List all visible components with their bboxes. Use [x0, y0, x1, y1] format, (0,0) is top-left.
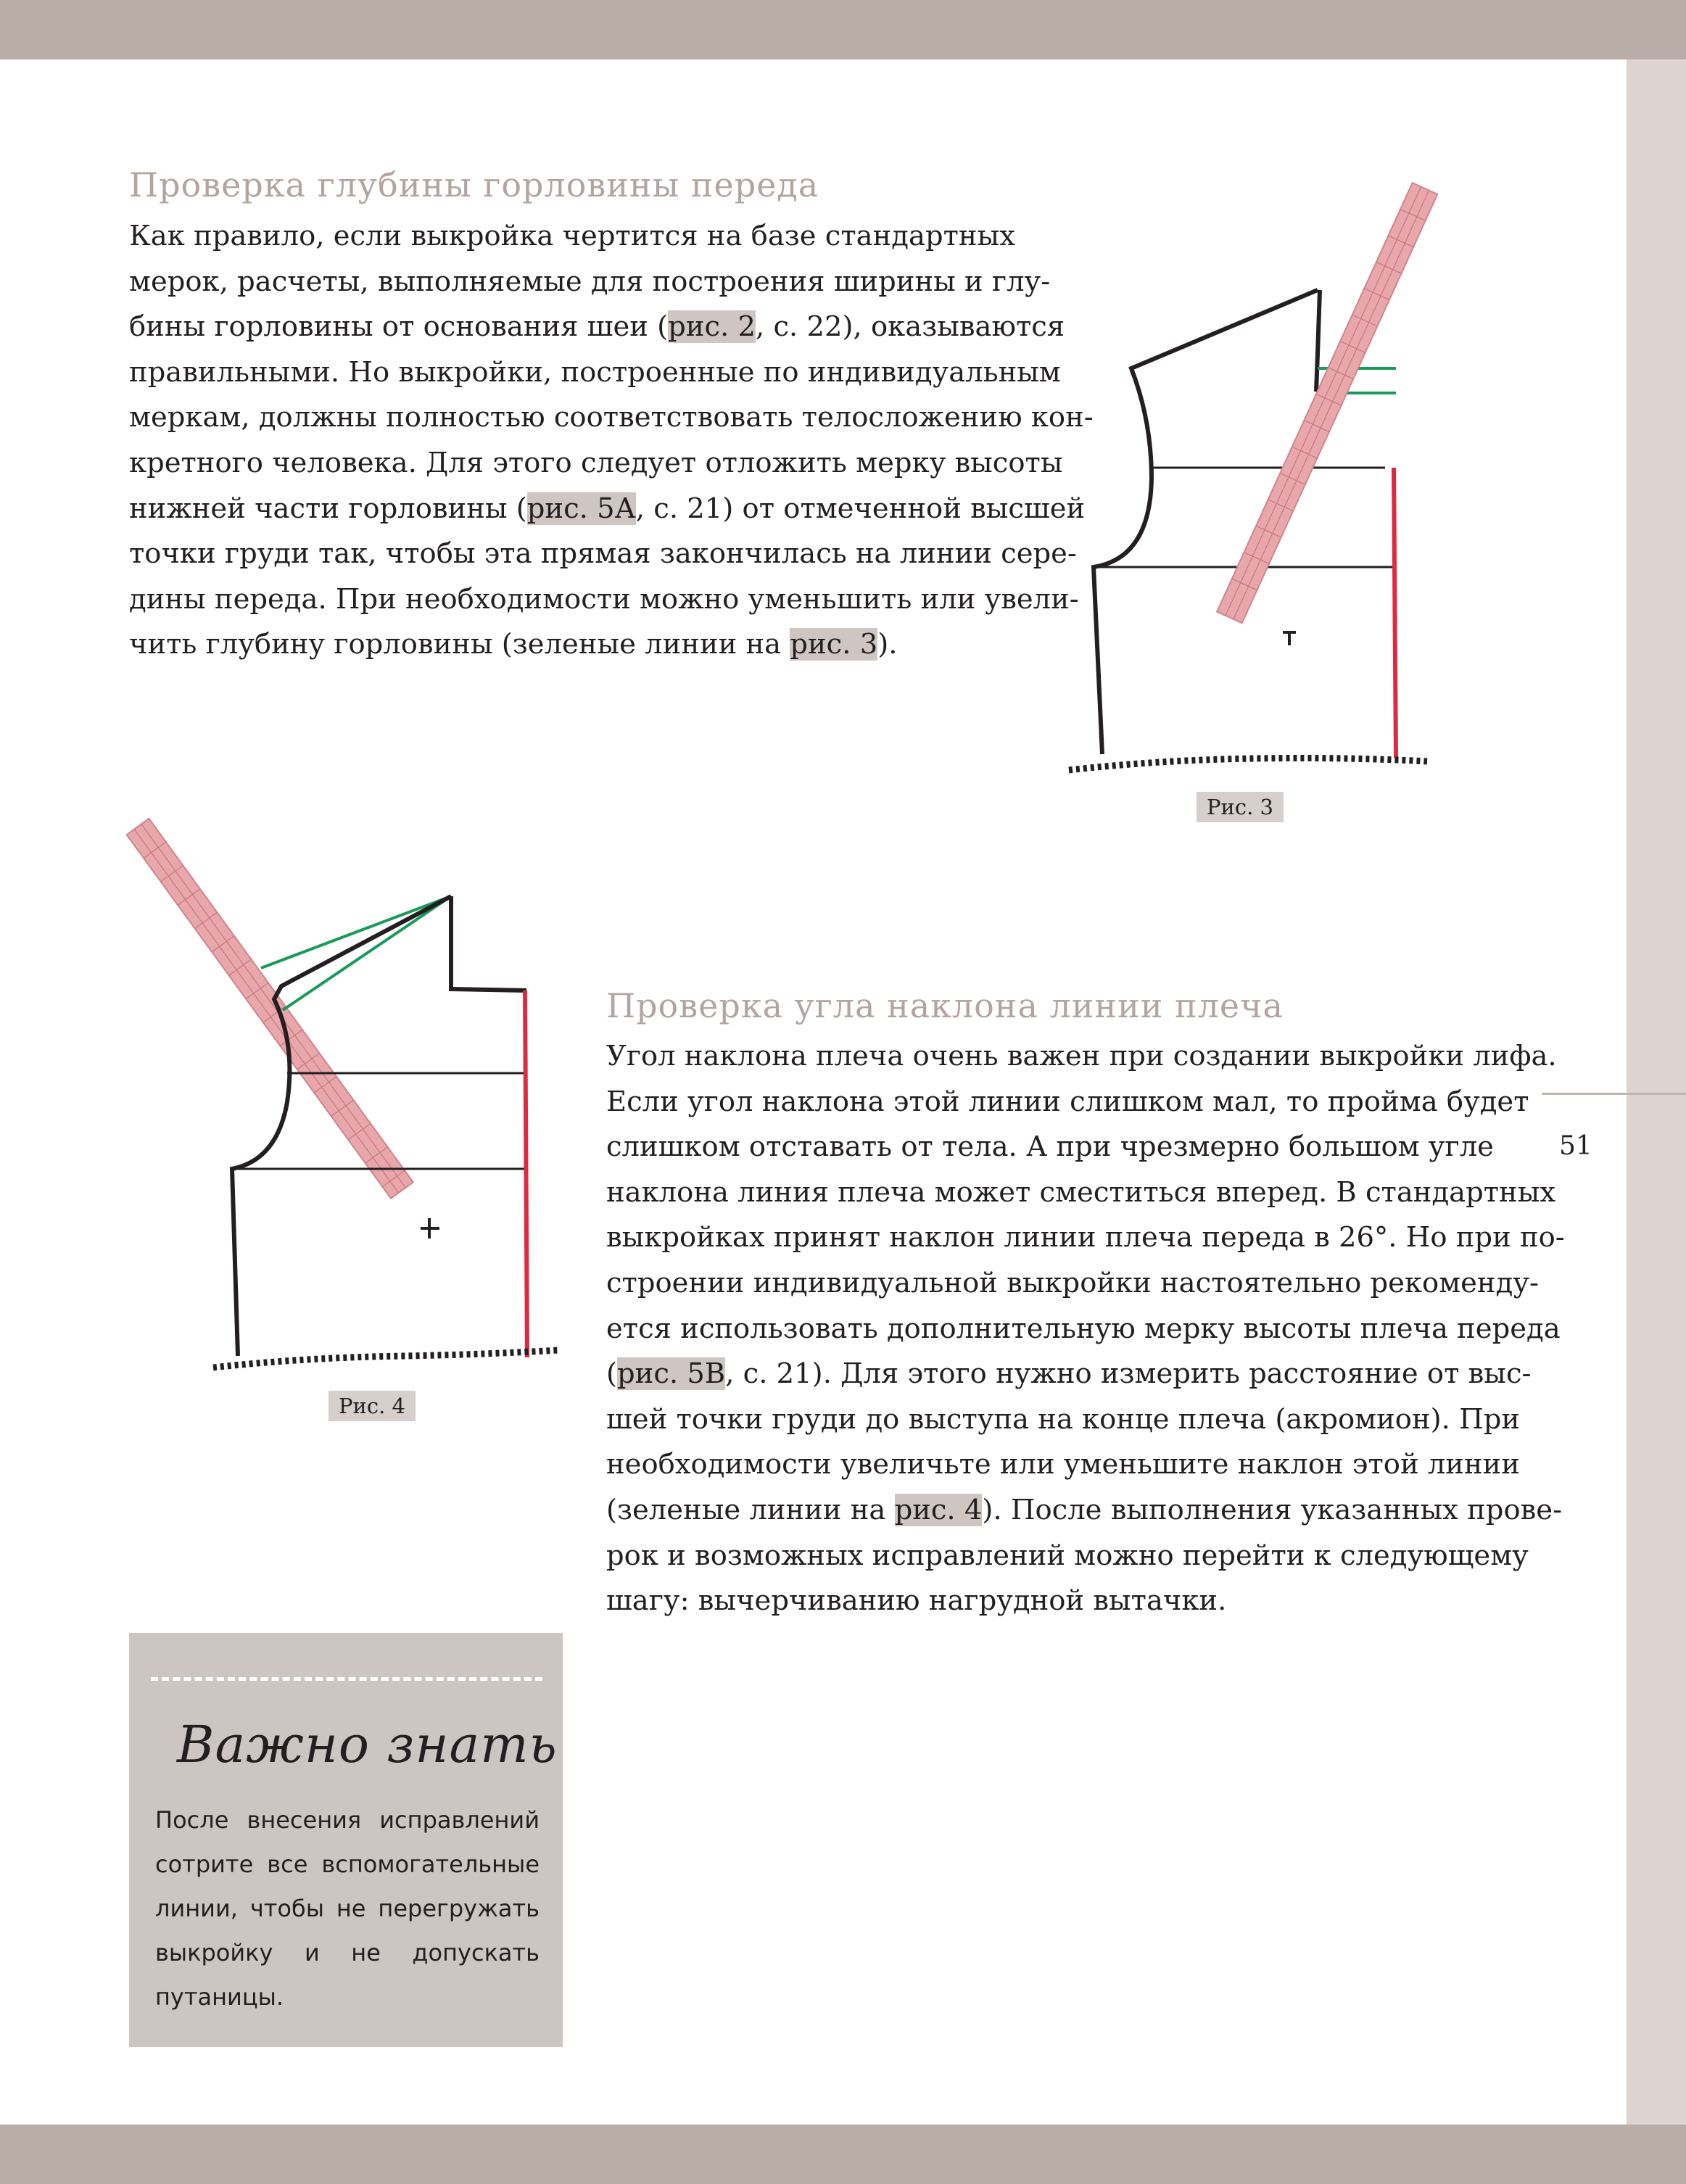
text-segment: точки груди так, чтобы эта прямая закончилась на линии сере- [129, 537, 1077, 571]
bust-point-mark [421, 1218, 439, 1238]
text-segment: , с. 21) от отмеченной высшей [635, 492, 1086, 525]
text-segment: Угол наклона плеча очень важен при создании выкройки лифа. [606, 1040, 1557, 1072]
text-segment: шей точки груди до выступа на конце плеча (акромион). При [606, 1402, 1521, 1436]
text-line [129, 305, 1065, 350]
bust-point-mark [1283, 632, 1296, 645]
figure-reference-link[interactable]: рис. 5А [526, 492, 636, 525]
text-segment: необходимости увеличьте или уменьшите наклон этой линии [606, 1448, 1520, 1481]
text-segment: (зеленые линии на [606, 1493, 895, 1526]
text-segment: мерок, расчеты, выполняемые для построения ширины и глу- [129, 265, 1051, 298]
text-segment: , с. 22), оказываются [756, 310, 1065, 344]
text-line [129, 214, 1043, 260]
figure-3-caption: Рис. 3 [1197, 792, 1284, 822]
ruler [127, 819, 413, 1199]
text-line [129, 577, 1079, 623]
text-line [129, 622, 1043, 668]
text-segment: Как правило, если выкройка чертится на базе стандартных [129, 220, 1015, 252]
figure-reference-link[interactable]: рис. 2 [668, 310, 756, 344]
bodice-pattern-outline [451, 896, 526, 990]
page-number: 51 [1559, 1131, 1592, 1161]
figure-4-bodice-shoulder-check [116, 805, 580, 1385]
text-segment: бины горловины от основания шеи ( [129, 310, 669, 344]
text-line [606, 1579, 1527, 1624]
text-line [606, 1534, 1527, 1579]
text-segment: слишком отставать от тела. А при чрезмерно большом угле [606, 1130, 1494, 1164]
section-heading-neckline-depth: Проверка глубины горловины переда [129, 165, 819, 204]
text-segment: нижней части горловины ( [129, 492, 527, 525]
shoulder-angle-paragraph [606, 1034, 1565, 1624]
green-correction-line-2 [283, 896, 451, 1010]
text-line [606, 1170, 1556, 1216]
figure-reference-link[interactable]: рис. 4 [894, 1493, 983, 1526]
page-number-rule [1542, 1093, 1686, 1095]
figure-3-bodice-neckline-check [1059, 181, 1450, 805]
text-line [606, 1215, 1565, 1261]
neckline-depth-paragraph [129, 214, 1094, 668]
text-segment: дины переда. При необходимости можно уменьшить или увели- [129, 582, 1079, 616]
important-note-box [129, 1633, 563, 2047]
text-segment: Если угол наклона этой линии слишком мал, то пройма будет [606, 1085, 1529, 1118]
text-line [129, 441, 1063, 487]
text-segment: чить глубину горловины (зеленые линии на [129, 628, 790, 661]
text-segment: шагу: вычерчиванию нагрудной вытачки. [606, 1584, 1227, 1618]
text-line [606, 1397, 1527, 1443]
text-line [606, 1080, 1527, 1125]
note-title: Важно знать [177, 1715, 558, 1774]
text-segment: ). [877, 628, 898, 661]
text-line [129, 487, 1086, 532]
text-line [606, 1352, 1532, 1397]
side-margin-strip [1627, 59, 1686, 2125]
text-line [129, 260, 1051, 305]
text-segment: ( [606, 1357, 618, 1391]
text-line [606, 1307, 1561, 1352]
text-line [129, 395, 1094, 441]
figure-reference-link[interactable]: рис. 3 [790, 628, 878, 661]
green-correction-line-1 [261, 896, 451, 968]
center-front-line [1394, 468, 1396, 758]
text-line [606, 1488, 1563, 1534]
note-dashed-divider [151, 1677, 542, 1681]
text-line [129, 531, 1077, 577]
text-segment: кретного человека. Для этого следует отложить мерку высоты [129, 446, 1063, 479]
text-segment: меркам, должны полностью соответствовать телосложению кон- [129, 401, 1094, 434]
bottom-band [0, 2125, 1686, 2184]
text-segment: рок и возможных исправлений можно перейти к следующему [606, 1539, 1529, 1572]
ruler [1217, 183, 1437, 623]
hem-dashed-line [1069, 758, 1427, 771]
top-band [0, 0, 1686, 59]
text-segment: наклона линия плеча может сместиться вперед. В стандартных [606, 1175, 1556, 1209]
text-line [606, 1261, 1539, 1307]
figure-reference-link[interactable]: рис. 5В [617, 1357, 726, 1391]
text-segment: выкройках принят наклон линии плеча переда в 26°. Но при по- [606, 1221, 1565, 1254]
note-text: После внесения исправлений сотрите все вспомогательные линии, чтобы не перегружать выкройку и не допускать путаницы. [155, 1806, 540, 2011]
text-segment: ется использовать дополнительную мерку высоты плеча переда [606, 1312, 1561, 1345]
center-front-line [525, 990, 527, 1357]
text-segment: правильными. Но выкройки, построенные по индивидуальным [129, 355, 1061, 389]
text-segment: ). После выполнения указанных прове- [982, 1493, 1563, 1526]
section-heading-shoulder-angle: Проверка угла наклона линии плеча [606, 986, 1284, 1025]
text-line [606, 1442, 1527, 1488]
text-segment: , с. 21). Для этого нужно измерить расстояние от выс- [725, 1357, 1532, 1391]
figure-4-caption: Рис. 4 [328, 1391, 416, 1421]
hem-dashed-line [213, 1350, 558, 1368]
text-line [606, 1034, 1557, 1080]
bodice-pattern-outline [1316, 290, 1320, 392]
text-line [129, 350, 1061, 396]
text-line [606, 1125, 1527, 1170]
text-segment: строении индивидуальной выкройки настоятельно рекоменду- [606, 1266, 1539, 1299]
